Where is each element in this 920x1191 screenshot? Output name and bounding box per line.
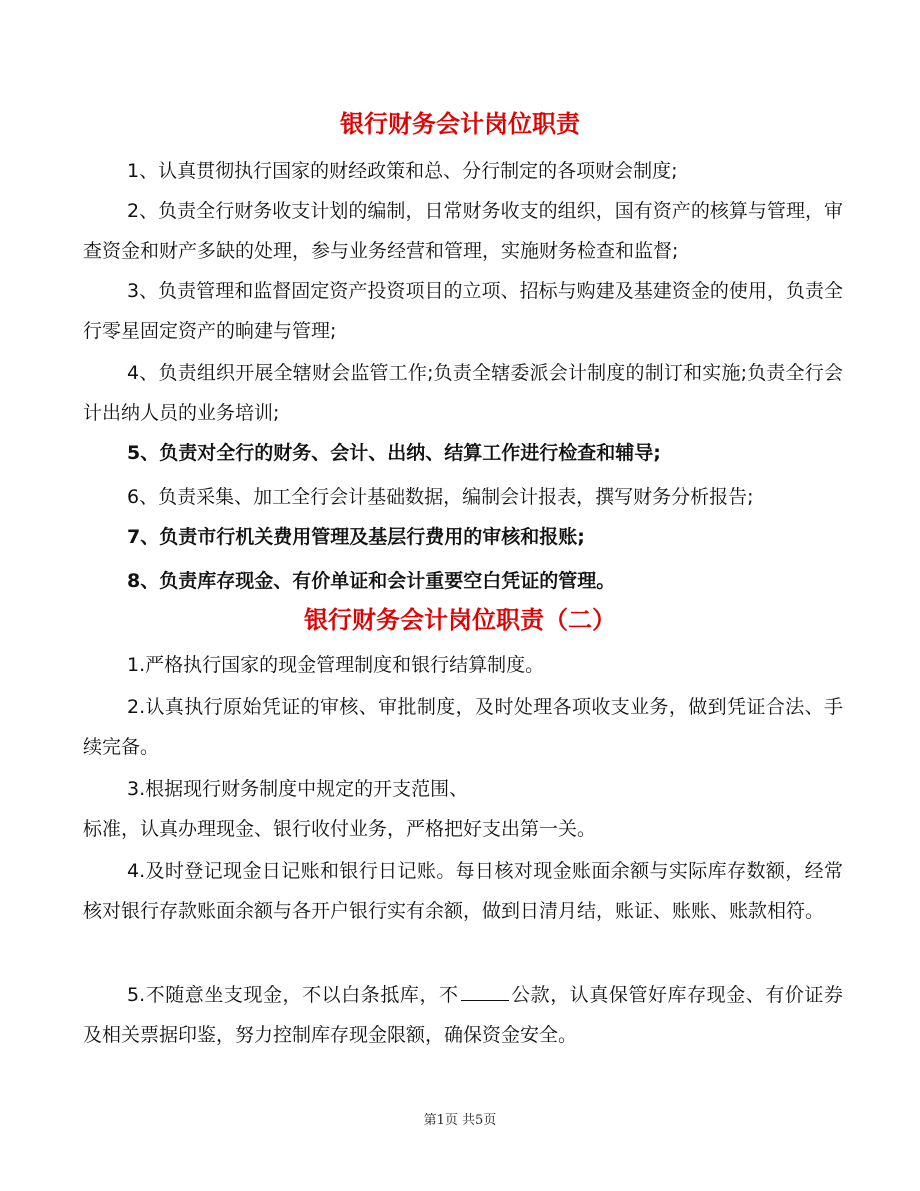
duty2-item-5 (83, 975, 843, 1055)
duty2-item-4: 4.及时登记现金日记账和银行日记账。每日核对现金账面余额与实际库存数额，经常核对银行存款账面余额与各开户银行实有余额，做到日清月结，账证、账账、账款相符。 (83, 860, 843, 922)
duty2-item-3-continued: 标准，认真办理现金、银行收付业务，严格把好支出第一关。 (83, 818, 597, 840)
section-2-title: 银行财务会计岗位职责（二） (304, 605, 616, 634)
page-number: 第1页 共5页 (423, 1113, 497, 1128)
duty2-item-5-part2: 公款，认真保管好库存现金、有价证券及相关票据印鉴，努力控制库存现金限额，确保资金安全。 (83, 984, 843, 1046)
duty2-item-1: 1.严格执行国家的现金管理制度和银行结算制度。 (127, 654, 545, 676)
duty-item-5: 5、负责对全行的财务、会计、出纳、结算工作进行检查和辅导; (127, 442, 661, 464)
duty-item-7: 7、负责市行机关费用管理及基层行费用的审核和报账; (127, 526, 585, 548)
duty2-item-2: 2.认真执行原始凭证的审核、审批制度，及时处理各项收支业务，做到凭证合法、手续完备。 (83, 696, 843, 758)
duty-item-2: 2、负责全行财务收支计划的编制，日常财务收支的组织，国有资产的核算与管理，审查资金和财产多缺的处理，参与业务经营和管理，实施财务检查和监督; (83, 200, 843, 262)
duty-item-3: 3、负责管理和监督固定资产投资项目的立项、招标与购建及基建资金的使用，负责全行零星固定资产的晌建与管理; (83, 280, 843, 342)
duty2-item-5-part1: 5.不随意坐支现金，不以白条抵库，不 (127, 984, 459, 1006)
duty-item-8: 8、负责库存现金、有价单证和会计重要空白凭证的管理。 (127, 570, 616, 592)
duty-item-6: 6、负责采集、加工全行会计基础数据，编制会计报表，撰写财务分析报告; (127, 486, 754, 508)
section-1-title: 银行财务会计岗位职责 (340, 109, 580, 138)
duty2-item-3: 3.根据现行财务制度中规定的开支范围、 (127, 778, 469, 800)
duty-item-4: 4、负责组织开展全辖财会监管工作;负责全辖委派会计制度的制订和实施;负责全行会计出纳人员的业务培训; (83, 362, 843, 424)
fill-in-blank (461, 984, 509, 1001)
duty-item-1: 1、认真贯彻执行国家的财经政策和总、分行制定的各项财会制度; (127, 160, 678, 182)
